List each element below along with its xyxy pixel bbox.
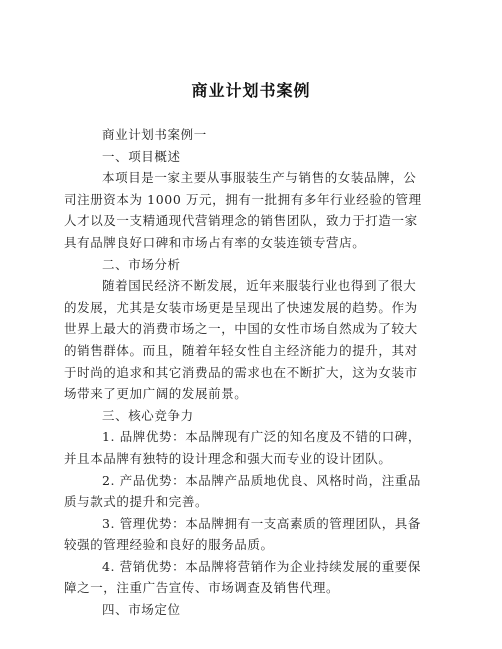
list-item (64, 556, 440, 599)
text-line: 质与款式的提升和完善。 (64, 494, 209, 510)
section-heading (64, 254, 440, 276)
text-line: 障之一，注重广告宣传、市场调查及销售代理。 (64, 580, 340, 596)
text-line: 四、市场定位 (102, 602, 181, 618)
text-line: 一、项目概述 (102, 148, 181, 164)
text-line: 4. 营销优势：本品牌将营销作为企业持续发展的重要保 (102, 558, 422, 574)
text-line: 2. 产品优势：本品牌产品质地优良、风格时尚，注重品 (102, 472, 422, 488)
text-line: 具有品牌良好口碑和市场占有率的女装连锁专营店。 (64, 234, 366, 250)
text-line: 3. 管理优势：本品牌拥有一支高素质的管理团队，具备 (102, 515, 422, 531)
text-line: 本项目是一家主要从事服装生产与销售的女装品牌，公 (102, 170, 417, 186)
text-line: 商业计划书案例一 (102, 127, 207, 142)
list-item (64, 470, 440, 513)
paragraph (64, 167, 440, 253)
section-heading (64, 405, 440, 427)
document-title: 商业计划书案例 (191, 81, 311, 100)
text-line: 并且本品牌有独特的设计理念和强大而专业的设计团队。 (64, 450, 392, 466)
text-line: 三、核心竞争力 (102, 407, 194, 423)
text-line: 人才以及一支精通现代营销理念的销售团队，致力于打造一家 (64, 213, 418, 229)
text-line: 场带来了更加广阔的发展前景。 (64, 386, 248, 402)
text-line: 的发展，尤其是女装市场更是呈现出了快速发展的趋势。作为 (64, 299, 418, 315)
text-line: 世界上最大的消费市场之一，中国的女性市场自然成为了较大 (64, 321, 418, 337)
paragraph (64, 124, 440, 146)
paragraph (64, 275, 440, 405)
text-line: 1. 品牌优势：本品牌现有广泛的知名度及不错的口碑， (102, 429, 422, 445)
section-heading (64, 599, 440, 621)
text-line: 较强的管理经验和良好的服务品质。 (64, 537, 274, 553)
text-line: 二、市场分析 (102, 256, 181, 272)
text-line: 司注册资本为 1000 万元，拥有一批拥有多年行业经验的管理 (64, 191, 422, 207)
text-line: 随着国民经济不断发展，近年来服装行业也得到了很大 (102, 278, 417, 294)
text-line: 的销售群体。而且，随着年轻女性自主经济能力的提升，其对 (64, 342, 418, 358)
section-heading (64, 146, 440, 168)
list-item (64, 513, 440, 556)
document-body (64, 124, 440, 621)
text-line: 于时尚的追求和其它消费品的需求也在不断扩大，这为女装市 (64, 364, 418, 380)
list-item (64, 426, 440, 469)
